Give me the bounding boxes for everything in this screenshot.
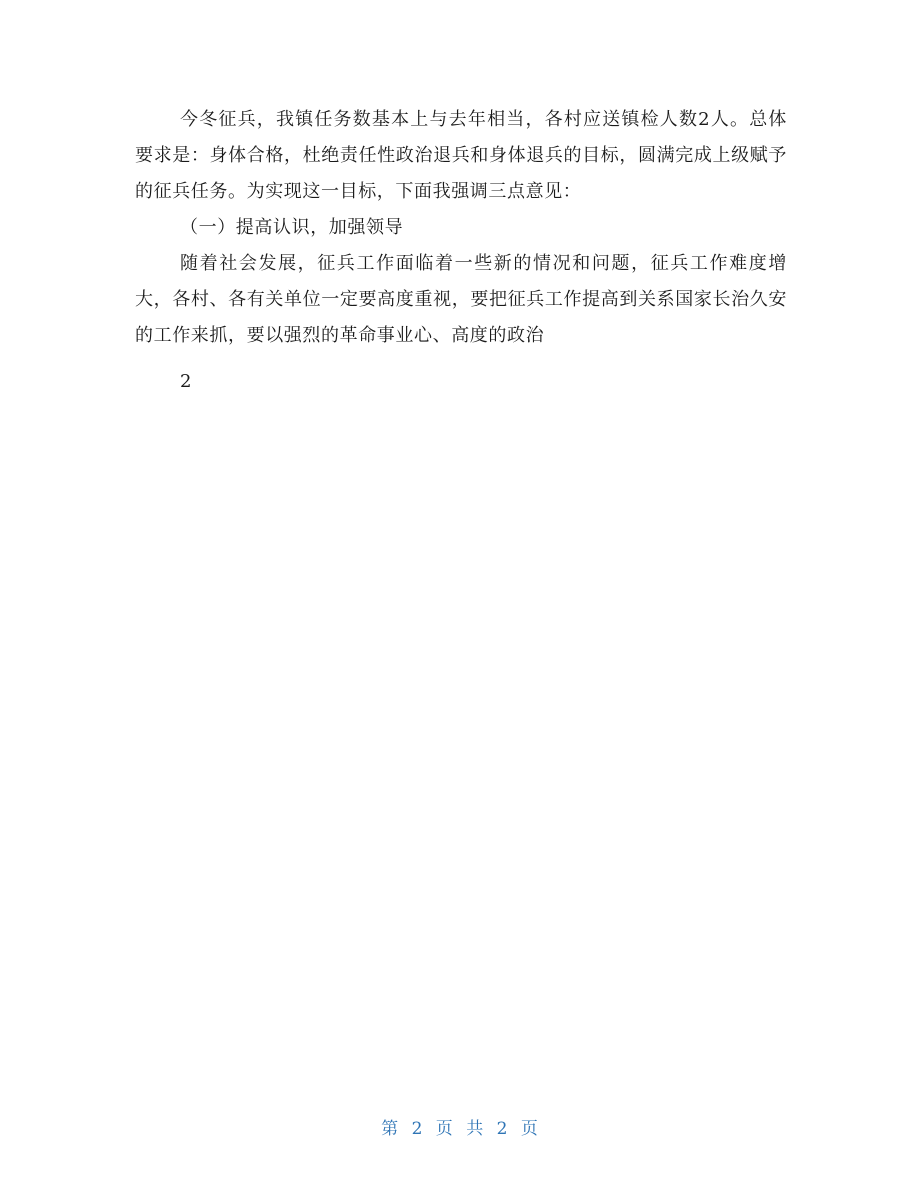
section-heading: （一）提高认识，加强领导: [180, 217, 404, 238]
document-body: [135, 102, 787, 400]
inline-page-number: 2: [180, 371, 193, 392]
page-footer: 第 2 页 共 2 页: [381, 1119, 539, 1139]
paragraph-body: 随着社会发展，征兵工作面临着一些新的情况和问题，征兵工作难度增大，各村、各有关单位一定要高度重视，要把征兵工作提高到关系国家长治久安的工作来抓，要以强烈的革命事业心、高度的政治: [135, 253, 787, 346]
paragraph-intro: 今冬征兵，我镇任务数基本上与去年相当，各村应送镇检人数2人。总体要求是：身体合格，杜绝责任性政治退兵和身体退兵的目标，圆满完成上级赋予的征兵任务。为实现这一目标，下面我强调三点意见：: [135, 109, 787, 202]
